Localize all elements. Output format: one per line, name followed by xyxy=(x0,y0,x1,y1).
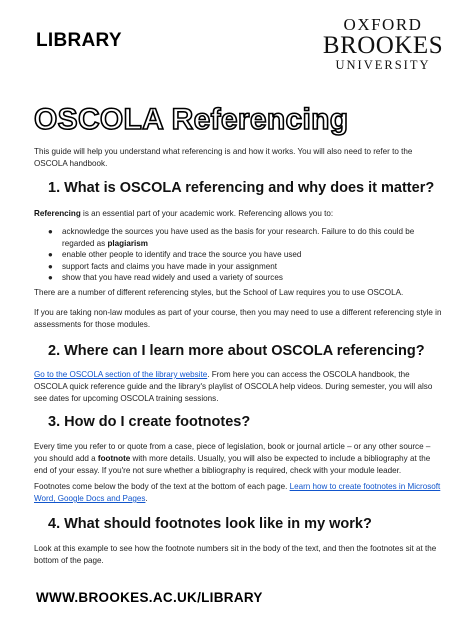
list-item-text: show that you have read widely and used a variety of sources xyxy=(62,273,283,282)
bullet-icon: ● xyxy=(48,273,53,282)
section3-paragraph-1 xyxy=(34,441,444,477)
section3-p1-text-b: with more details. Usually, you will also be expected to include a bibliography at the end of your essay. If you're not sure whether a bibliography is required, check with your module leader. xyxy=(34,454,431,475)
section1-paragraph-2: There are a number of different referencing styles, but the School of Law requires you to use OSCOLA. xyxy=(34,288,404,297)
section3-paragraph-2 xyxy=(34,481,444,505)
section1-paragraph-3: If you are taking non-law modules as part of your course, then you may need to use a different referencing style in assessments for those modules. xyxy=(34,308,442,329)
list-item xyxy=(34,261,434,273)
section4-paragraph: Look at this example to see how the footnote numbers sit in the body of the text, and then the footnotes sit at the bottom of the page. xyxy=(34,544,437,565)
referencing-bold: Referencing xyxy=(34,209,81,218)
create-footnotes-link[interactable]: Learn how to create footnotes in Microsoft Word, Google Docs and Pages xyxy=(34,482,441,503)
library-header-label: LIBRARY xyxy=(36,30,122,51)
section3-p2-text-a: Footnotes come below the body of the text at the bottom of each page. xyxy=(34,482,290,491)
section1-heading: 1. What is OSCOLA referencing and why does it matter? xyxy=(48,180,435,196)
section2-paragraph xyxy=(34,369,444,405)
bullet-icon: ● xyxy=(48,261,53,271)
oxford-brookes-logo xyxy=(318,16,448,72)
referencing-purposes-list xyxy=(34,226,434,284)
bullet-icon: ● xyxy=(48,250,53,259)
section3-p2-text-b: . xyxy=(145,494,148,503)
list-item xyxy=(34,272,434,284)
logo-line-university: UNIVERSITY xyxy=(335,58,431,72)
section3-p1-text-a: Every time you refer to or quote from a case, piece of legislation, book or journal article – or any other source – you should add a xyxy=(34,442,431,463)
list-item xyxy=(34,226,434,249)
logo-line-oxford: OXFORD xyxy=(343,15,423,34)
intro-paragraph: This guide will help you understand what referencing is and how it works. You will also need to refer to the OSCOLA handbook. xyxy=(34,147,413,168)
section1-paragraph-1 xyxy=(34,208,444,220)
list-item-text: acknowledge the sources you have used as the basis for your research. Failure to do this could be regarded as xyxy=(62,227,415,248)
section4-heading: 4. What should footnotes look like in my work? xyxy=(48,516,372,532)
logo-line-brookes: BROOKES xyxy=(322,32,444,59)
footnote-bold: footnote xyxy=(97,454,131,463)
plagiarism-bold: plagiarism xyxy=(107,238,148,248)
section2-text: . From here you can access the OSCOLA handbook, the OSCOLA quick reference guide and the library's playlist of OSCOLA help videos. During semester, you will also see dates for upcoming OSCOLA training sessions. xyxy=(34,370,433,403)
section2-heading: 2. Where can I learn more about OSCOLA referencing? xyxy=(48,343,425,359)
footer-library-url[interactable]: WWW.BROOKES.AC.UK/LIBRARY xyxy=(36,590,263,605)
list-item-text: enable other people to identify and trace the source you have used xyxy=(62,250,302,259)
list-item-text: support facts and claims you have made in your assignment xyxy=(62,261,278,271)
section1-p1-text: is an essential part of your academic work. Referencing allows you to: xyxy=(80,209,334,218)
oscola-library-link[interactable]: Go to the OSCOLA section of the library website xyxy=(34,370,208,379)
bullet-icon: ● xyxy=(48,227,53,236)
page-title: OSCOLA Referencing xyxy=(34,103,349,136)
list-item xyxy=(34,249,434,261)
section3-heading: 3. How do I create footnotes? xyxy=(48,414,251,430)
